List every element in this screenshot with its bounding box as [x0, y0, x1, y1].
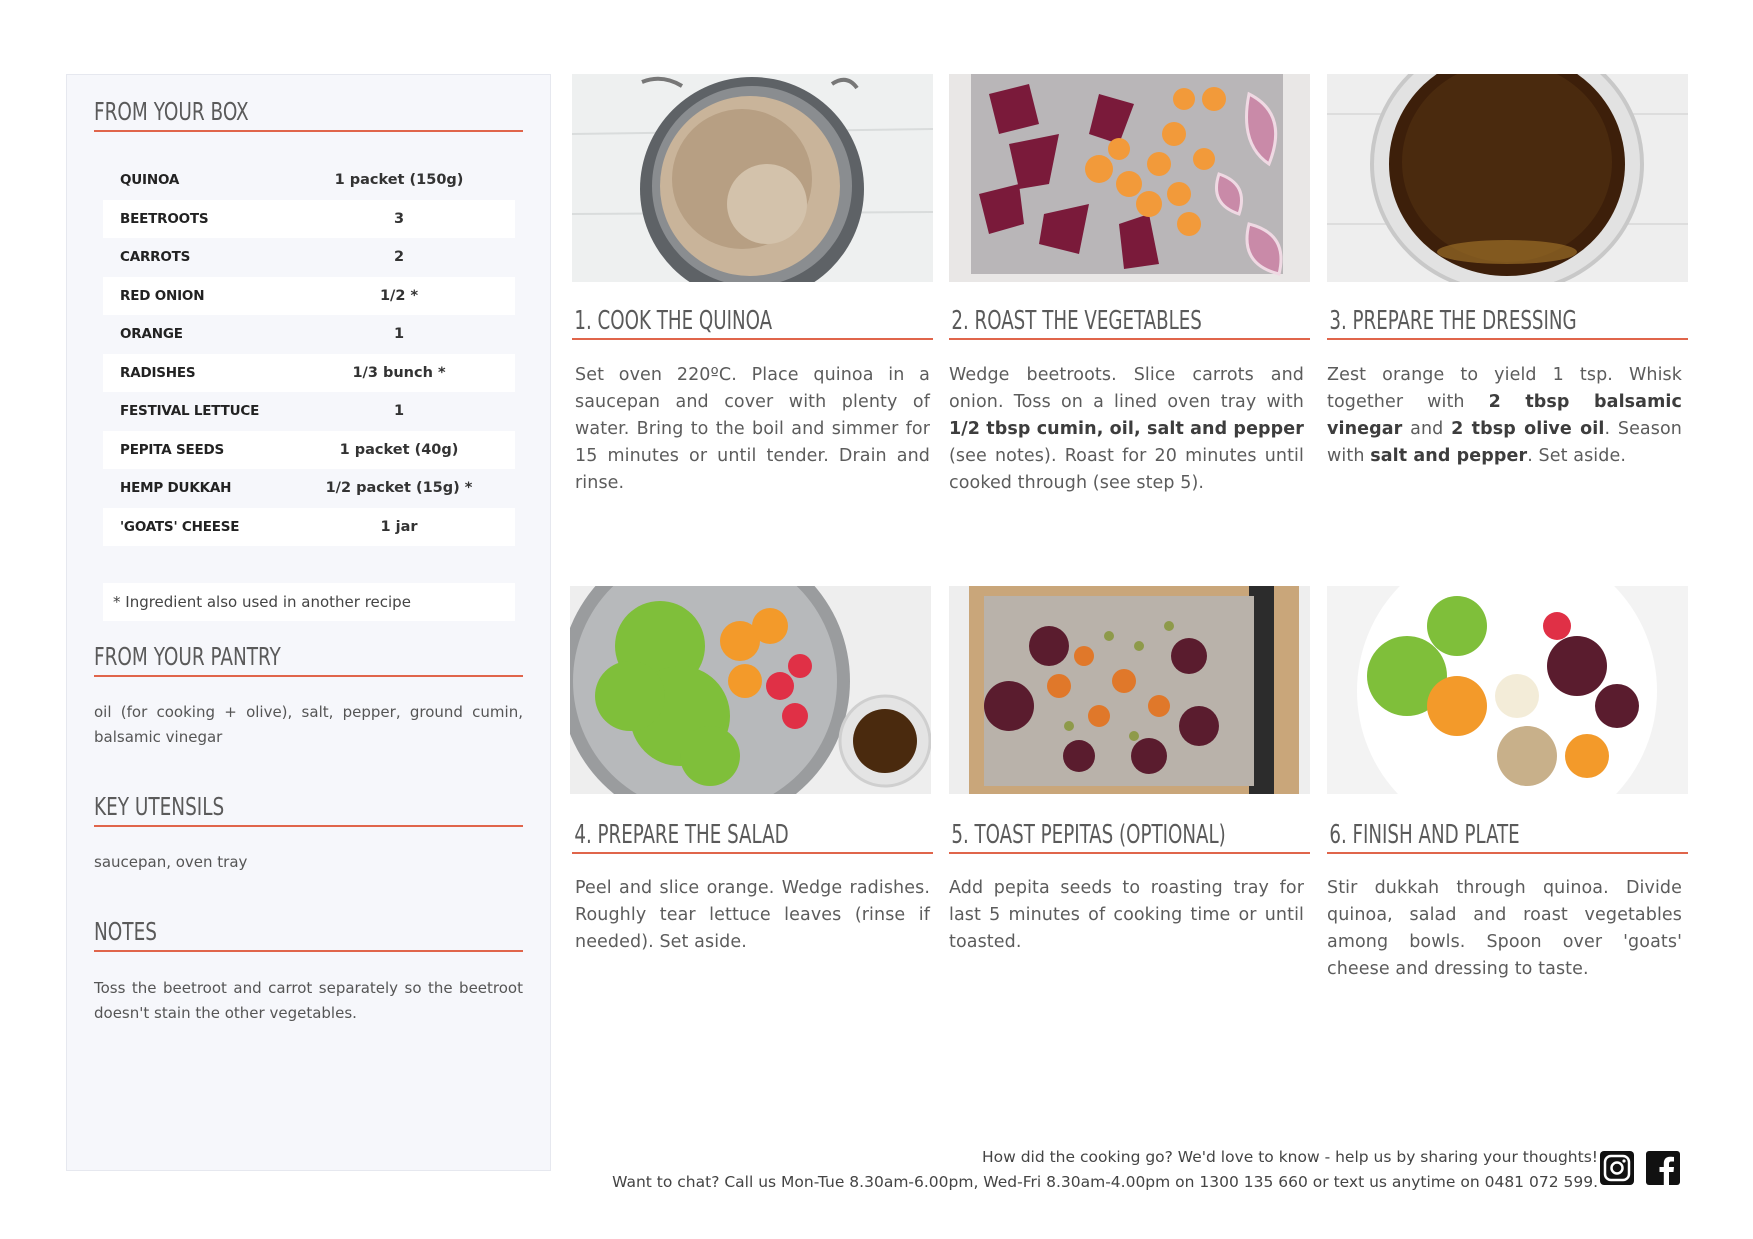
- table-row: [103, 392, 515, 431]
- table-row: [103, 354, 515, 393]
- step-3-title: 3. PREPARE THE DRESSING: [1327, 306, 1688, 340]
- utensils-text: saucepan, oven tray: [94, 853, 248, 871]
- ingredient-qty: 2: [393, 249, 405, 266]
- facebook-icon[interactable]: [1645, 1150, 1681, 1186]
- utensils-title: KEY UTENSILS: [94, 792, 523, 827]
- table-row: [103, 508, 515, 547]
- box-title: FROM YOUR BOX: [94, 97, 523, 132]
- pantry-text: oil (for cooking + olive), salt, pepper, ground cumin, balsamic vinegar: [94, 703, 523, 746]
- step-6-title: 6. FINISH AND PLATE: [1327, 820, 1688, 854]
- ingredient-qty: 1 jar: [380, 518, 418, 535]
- ingredient-qty: 1: [393, 403, 405, 420]
- instagram-icon[interactable]: [1599, 1150, 1635, 1186]
- step-1-text: Set oven 220ºC. Place quinoa in a saucepan and cover with plenty of water. Bring to the boil and simmer for 15 minutes or until tender. Drain and rinse.: [575, 365, 930, 493]
- ingredient-name: HEMP DUKKAH: [120, 480, 232, 497]
- roasted-vegetables-photo: [949, 586, 1310, 794]
- ingredient-name: RED ONION: [120, 287, 205, 304]
- step-5-title: 5. TOAST PEPITAS (OPTIONAL): [949, 820, 1310, 854]
- raw-vegetables-photo: [949, 74, 1310, 282]
- ingredient-qty: 1 packet (150g): [334, 172, 464, 189]
- ingredient-name: RADISHES: [120, 364, 196, 381]
- sidebar: [66, 74, 551, 1171]
- dressing-photo: [1327, 74, 1688, 282]
- table-row: [103, 469, 515, 508]
- footer-feedback: How did the cooking go? We'd love to know - help us by sharing your thoughts!: [981, 1148, 1598, 1166]
- plated-photo: [1327, 586, 1688, 794]
- ingredient-qty: 3: [393, 210, 405, 227]
- table-row: [103, 431, 515, 470]
- notes-text: Toss the beetroot and carrot separately so the beetroot doesn't stain the other vegetables.: [94, 979, 523, 1022]
- ingredient-qty: 1: [393, 326, 405, 343]
- ingredient-name: CARROTS: [120, 249, 191, 266]
- step-1-title: 1. COOK THE QUINOA: [572, 306, 933, 340]
- ingredient-name: ORANGE: [120, 326, 183, 343]
- salad-photo: [570, 586, 931, 794]
- step-6-text: Stir dukkah through quinoa. Divide quinoa, salad and roast vegetables among bowls. Spoon over 'goats' cheese and dressing to taste.: [1327, 878, 1682, 979]
- ingredient-qty: 1 packet (40g): [339, 441, 459, 458]
- ingredient-qty: 1/2 packet (15g) *: [325, 480, 473, 497]
- table-row: [103, 161, 515, 200]
- ingredient-name: PEPITA SEEDS: [120, 441, 225, 458]
- step-3-text: Zest orange to yield 1 tsp. Whisk together with 2 tbsp balsamic vinegar and 2 tbsp olive oil. Season with salt and pepper. Set aside.: [1327, 365, 1682, 466]
- notes-title: NOTES: [94, 917, 523, 952]
- table-row: [103, 315, 515, 354]
- ingredient-qty: 1/3 bunch *: [352, 364, 446, 381]
- ingredient-name: FESTIVAL LETTUCE: [120, 403, 260, 420]
- pantry-title: FROM YOUR PANTRY: [94, 642, 523, 677]
- ingredient-name: BEETROOTS: [120, 210, 209, 227]
- footer-contact: Want to chat? Call us Mon-Tue 8.30am-6.00pm, Wed-Fri 8.30am-4.00pm on 1300 135 660 or text us anytime on 0481 072 599.: [612, 1173, 1598, 1191]
- step-2-title: 2. ROAST THE VEGETABLES: [949, 306, 1310, 340]
- step-4-text: Peel and slice orange. Wedge radishes. Roughly tear lettuce leaves (rinse if needed). Set aside.: [575, 878, 930, 952]
- step-4-title: 4. PREPARE THE SALAD: [572, 820, 933, 854]
- ingredient-name: QUINOA: [120, 172, 180, 189]
- quinoa-photo: [572, 74, 933, 282]
- step-5-text: Add pepita seeds to roasting tray for last 5 minutes of cooking time or until toasted.: [949, 878, 1304, 952]
- table-row: [103, 200, 515, 239]
- ingredient-name: 'GOATS' CHEESE: [120, 518, 240, 535]
- ingredient-qty: 1/2 *: [379, 287, 419, 304]
- table-row: [103, 277, 515, 316]
- ingredient-note: * Ingredient also used in another recipe: [103, 583, 515, 621]
- ingredients-table: [103, 161, 515, 546]
- table-row: [103, 238, 515, 277]
- step-2-text: Wedge beetroots. Slice carrots and onion. Toss on a lined oven tray with 1/2 tbsp cumin, oil, salt and pepper (see notes). Roast for 20 minutes until cooked through (see step 5).: [949, 365, 1304, 493]
